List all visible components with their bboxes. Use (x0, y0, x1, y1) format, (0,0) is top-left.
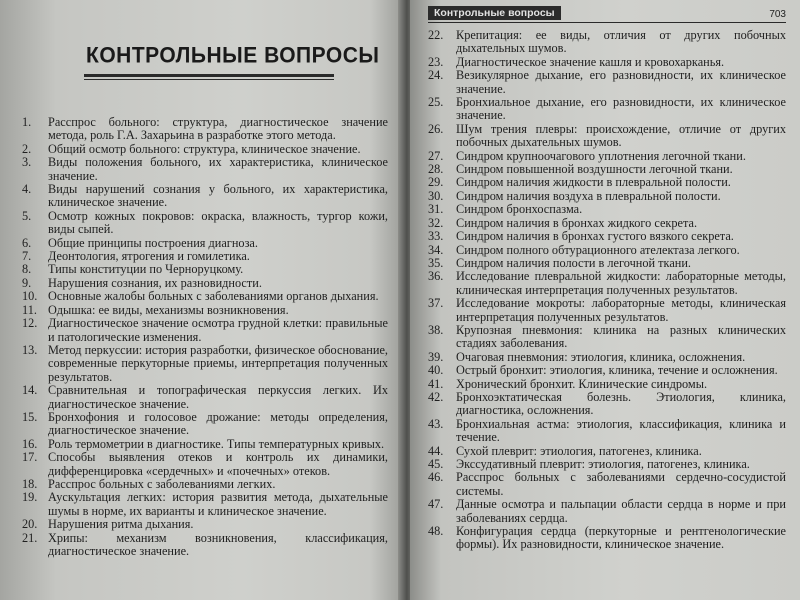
question-item (428, 190, 786, 203)
question-number: 48. (428, 524, 444, 539)
question-number: 25. (428, 95, 444, 110)
question-text: Синдром полного обтурационного ателектаза легкого. (456, 242, 740, 257)
question-text: Синдром наличия в бронхах густого вязкого секрета. (456, 229, 734, 244)
question-number: 37. (428, 296, 444, 311)
question-item (22, 317, 388, 344)
question-text: Очаговая пневмония: этиология, клиника, осложнения. (456, 349, 746, 364)
question-text: Диагностическое значение осмотра грудной клетки: правильные и патологические изменения. (48, 316, 388, 344)
question-number: 21. (22, 530, 38, 545)
question-item (428, 498, 786, 525)
question-number: 44. (428, 443, 444, 458)
question-item (428, 297, 786, 324)
question-number: 11. (22, 302, 37, 317)
question-number: 41. (428, 376, 444, 391)
question-text: Нарушения сознания, их разновидности. (48, 275, 262, 290)
question-text: Бронхиальная астма: этиология, классификация, клиника и течение. (456, 416, 786, 445)
question-text: Бронхофония и голосовое дрожание: методы определения, диагностическое значение. (48, 409, 388, 438)
question-item (428, 351, 786, 364)
question-number: 30. (428, 188, 444, 203)
question-text: Синдром крупноочагового уплотнения легочной ткани. (456, 148, 746, 163)
question-text: Бронхоэктатическая болезнь. Этиология, клиника, диагностика, осложнения. (456, 389, 786, 418)
question-number: 12. (22, 316, 38, 331)
question-text: Виды нарушений сознания у больного, их характеристика, клиническое значение. (48, 182, 388, 210)
running-header-title: Контрольные вопросы (428, 6, 561, 20)
question-item (428, 176, 786, 189)
question-number: 45. (428, 457, 444, 471)
question-text: Экссудативный плеврит: этиология, патогенез, клиника. (456, 457, 750, 471)
question-item (428, 445, 786, 458)
question-item (22, 156, 388, 183)
question-number: 31. (428, 202, 444, 217)
question-number: 15. (22, 409, 38, 424)
question-text: Диагностическое значение кашля и кровохарканья. (456, 54, 725, 69)
question-item (428, 150, 786, 163)
question-text: Данные осмотра и пальпации области сердца в норме и при заболеваниях сердца. (456, 497, 786, 525)
question-number: 19. (22, 490, 38, 505)
question-text: Расспрос больного: структура, диагностическое значение метода, роль Г.А. Захарьина в разработке этого метода. (48, 115, 388, 143)
question-item (428, 163, 786, 176)
question-number: 40. (428, 363, 444, 378)
question-text: Расспрос больных с заболеваниями легких. (48, 476, 276, 491)
question-text: Виды положения больного, их характеристика, клиническое значение. (48, 155, 388, 183)
question-text: Основные жалобы больных с заболеваниями органов дыхания. (48, 289, 379, 304)
question-item (22, 277, 388, 290)
question-item (22, 518, 388, 531)
right-page (410, 0, 800, 600)
question-list-right (428, 29, 786, 552)
page-number: 703 (769, 9, 786, 20)
question-number: 39. (428, 349, 444, 364)
question-item (22, 344, 388, 384)
question-number: 42. (428, 389, 444, 404)
question-item (428, 56, 786, 69)
question-text: Способы выявления отеков и контроль их динамики, дифференцировка «сердечных» и «почечных» отеков. (48, 450, 388, 478)
question-number: 3. (22, 155, 32, 170)
question-text: Бронхиальное дыхание, его разновидности, их клиническое значение. (456, 95, 786, 123)
question-number: 14. (22, 383, 38, 398)
question-item (428, 217, 786, 230)
question-number: 35. (428, 255, 444, 270)
question-item (428, 96, 786, 123)
question-item (428, 391, 786, 418)
question-text: Нарушения ритма дыхания. (48, 517, 194, 532)
question-text: Острый бронхит: этиология, клиника, течение и осложнения. (456, 363, 778, 378)
question-number: 4. (22, 182, 32, 197)
question-text: Исследование мокроты: лабораторные методы, клиническая интерпретация полученных результатов. (456, 296, 786, 324)
question-text: Синдром наличия жидкости в плевральной полости. (456, 175, 731, 190)
question-item (22, 210, 388, 237)
question-number: 38. (428, 322, 444, 337)
question-item (428, 458, 786, 471)
question-item (22, 143, 388, 156)
title-underline-thin (84, 79, 334, 80)
question-text: Везикулярное дыхание, его разновидности, их клиническое значение. (456, 68, 786, 96)
question-item (428, 244, 786, 257)
question-item (22, 290, 388, 303)
question-text: Крепитация: ее виды, отличия от других побочных дыхательных шумов. (456, 28, 786, 56)
question-number: 24. (428, 68, 444, 83)
question-number: 7. (22, 249, 32, 264)
question-number: 33. (428, 229, 444, 244)
question-text: Крупозная пневмония: клиника на разных клинических стадиях заболевания. (456, 322, 786, 351)
question-number: 32. (428, 215, 444, 230)
top-rule (22, 8, 388, 14)
question-item (428, 29, 786, 56)
question-text: Синдром наличия в бронхах жидкого секрета. (456, 215, 698, 230)
question-text: Исследование плевральной жидкости: лабораторные методы, клиническая интерпретация полученных результатов. (456, 269, 786, 297)
question-text: Синдром повышенной воздушности легочной ткани. (456, 162, 733, 177)
question-number: 29. (428, 175, 444, 190)
question-item (428, 203, 786, 216)
question-text: Конфигурация сердца (перкуторные и рентгенологические формы). Их разновидности, клиническое значение. (456, 524, 786, 552)
question-number: 27. (428, 148, 444, 163)
title-underline (84, 74, 334, 77)
question-text: Шум трения плевры: происхождение, отличие от других побочных дыхательных шумов. (456, 121, 786, 150)
question-item (22, 532, 388, 559)
question-item (428, 230, 786, 243)
question-number: 22. (428, 28, 444, 42)
chapter-title: КОНТРОЛЬНЫЕ ВОПРОСЫ (86, 43, 380, 68)
question-number: 28. (428, 162, 444, 177)
question-list-left (22, 116, 388, 558)
question-number: 23. (428, 54, 444, 69)
question-item (22, 478, 388, 491)
question-number: 1. (22, 115, 32, 129)
question-item (22, 384, 388, 411)
question-item (428, 123, 786, 150)
question-item (428, 69, 786, 96)
question-text: Метод перкуссии: история разработки, физическое обоснование, современные перкуторные приемы, интерпретация полученных результатов. (48, 342, 388, 384)
question-number: 6. (22, 235, 32, 250)
question-text: Сухой плеврит: этиология, патогенез, клиника. (456, 443, 702, 458)
question-item (428, 378, 786, 391)
question-number: 47. (428, 497, 444, 512)
question-item (22, 411, 388, 438)
question-number: 36. (428, 269, 444, 284)
question-text: Расспрос больных с заболеваниями сердечно-сосудистой системы. (456, 470, 786, 498)
question-item (22, 491, 388, 518)
question-number: 18. (22, 476, 38, 491)
question-text: Общий осмотр больного: структура, клиническое значение. (48, 141, 361, 156)
question-item (22, 116, 388, 143)
question-item (22, 183, 388, 210)
running-header (428, 0, 786, 23)
question-number: 26. (428, 121, 444, 136)
question-text: Роль термометрии в диагностике. Типы температурных кривых. (48, 436, 385, 451)
question-number: 43. (428, 416, 444, 431)
question-number: 10. (22, 289, 38, 304)
question-number: 2. (22, 141, 32, 156)
question-item (22, 237, 388, 250)
question-item (428, 471, 786, 498)
question-text: Осмотр кожных покровов: окраска, влажность, тургор кожи, виды сыпей. (48, 208, 388, 237)
question-item (22, 250, 388, 263)
question-number: 20. (22, 517, 38, 532)
question-text: Одышка: ее виды, механизмы возникновения. (48, 302, 289, 317)
question-text: Хронический бронхит. Клинические синдромы. (456, 376, 708, 391)
question-text: Типы конституции по Черноруцкому. (48, 262, 244, 277)
question-text: Хрипы: механизм возникновения, классификация, диагностическое значение. (48, 530, 388, 558)
question-number: 16. (22, 436, 38, 451)
question-item (428, 525, 786, 552)
question-item (22, 451, 388, 478)
question-text: Аускультация легких: история развития метода, дыхательные шумы в норме, их варианты и клиническое значение. (48, 490, 388, 518)
question-item (428, 257, 786, 270)
question-text: Деонтология, ятрогения и гомилетика. (48, 249, 250, 264)
question-text: Общие принципы построения диагноза. (48, 235, 258, 250)
question-text: Синдром бронхоспазма. (456, 202, 583, 217)
question-number: 9. (22, 275, 32, 290)
question-item (428, 364, 786, 377)
question-item (22, 438, 388, 451)
question-item (428, 270, 786, 297)
question-number: 5. (22, 208, 32, 223)
question-item (22, 263, 388, 276)
question-number: 17. (22, 450, 38, 465)
question-text: Сравнительная и топографическая перкуссия легких. Их диагностическое значение. (48, 383, 388, 411)
question-number: 34. (428, 242, 444, 257)
question-text: Синдром наличия воздуха в плевральной полости. (456, 188, 721, 203)
question-number: 46. (428, 470, 444, 485)
question-item (428, 418, 786, 445)
question-item (428, 324, 786, 351)
question-number: 8. (22, 262, 32, 277)
question-item (22, 304, 388, 317)
question-text: Синдром наличия полости в легочной ткани. (456, 255, 692, 270)
question-number: 13. (22, 342, 38, 357)
